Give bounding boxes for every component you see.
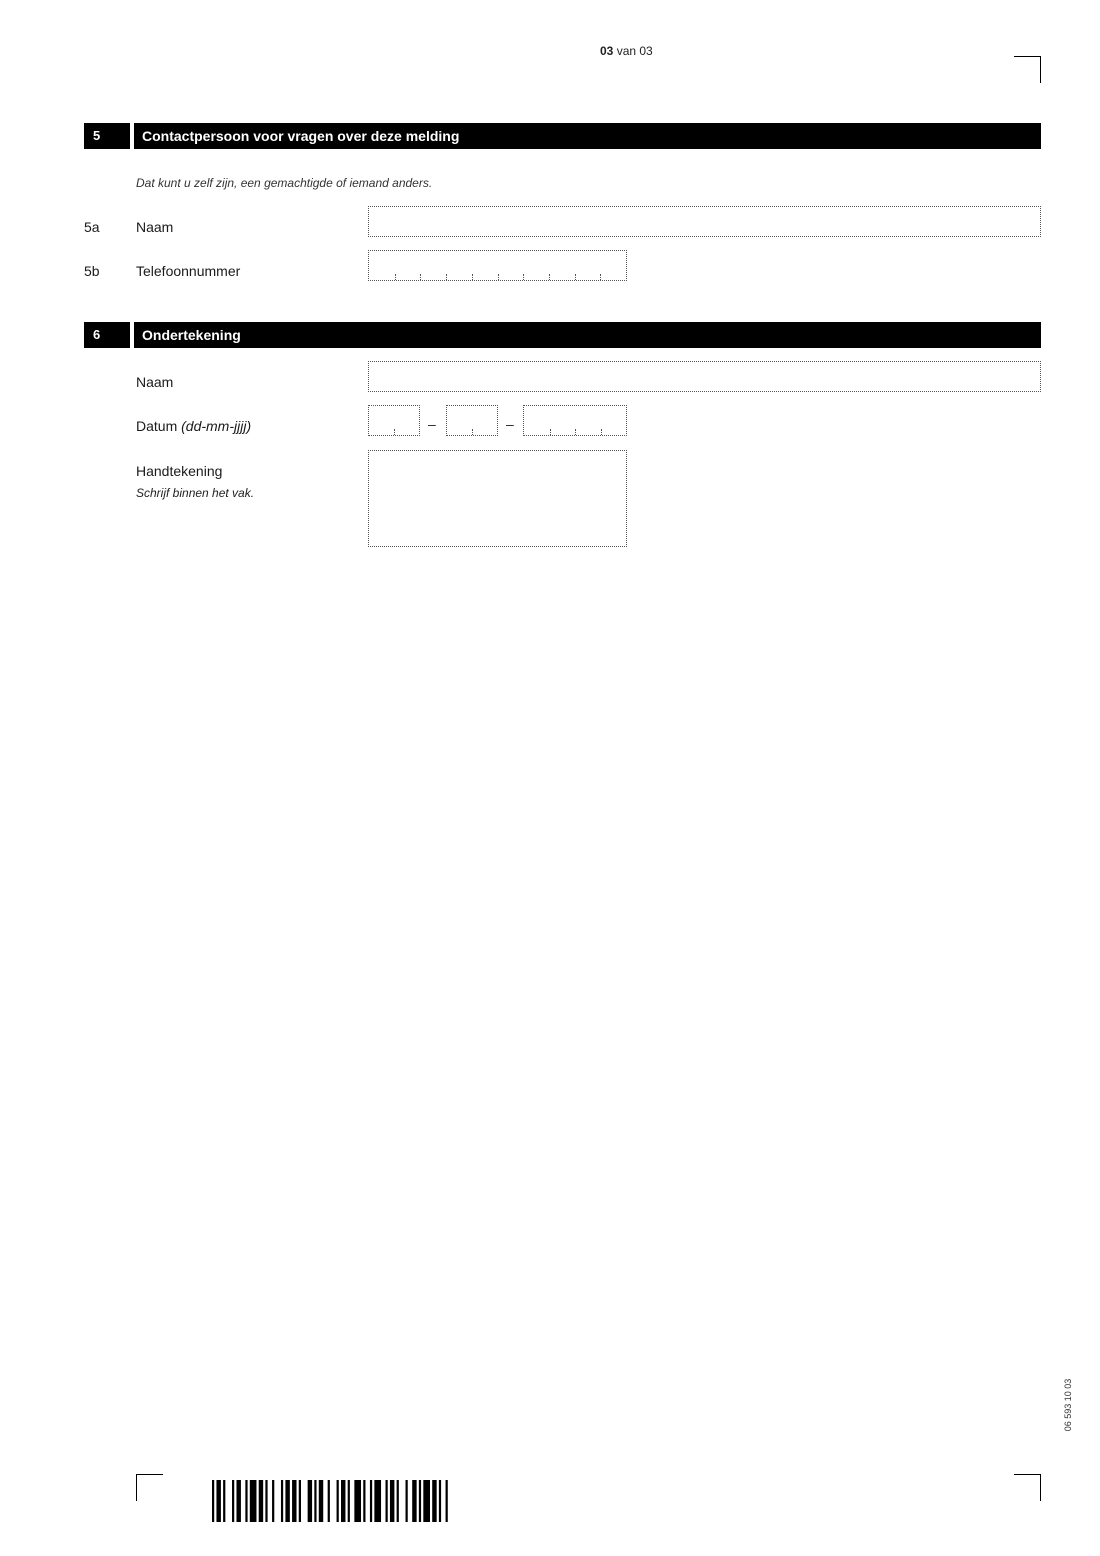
phone-number-field[interactable] (368, 250, 627, 281)
date-label-text: Datum (136, 418, 178, 434)
date-year-field[interactable] (523, 405, 627, 436)
section-5-number: 5 (84, 123, 130, 149)
question-5a-label: Naam (136, 219, 174, 235)
date-separator-2: – (506, 416, 514, 432)
signature-label: Handtekening (136, 463, 223, 479)
page-total: 03 (639, 44, 653, 58)
section-6-title: Ondertekening (134, 322, 1041, 348)
section-5-title: Contactpersoon voor vragen over deze melding (134, 123, 1041, 149)
date-format-hint: (dd-mm-jjjj) (181, 418, 252, 434)
signer-name-label: Naam (136, 374, 174, 390)
page-separator: van (613, 44, 640, 58)
page-current: 03 (600, 44, 614, 58)
signer-name-field[interactable] (368, 361, 1041, 392)
signature-box[interactable] (368, 450, 627, 547)
barcode-image (212, 1480, 450, 1522)
crop-mark-bottom-left (136, 1474, 163, 1501)
section-5-intro: Dat kunt u zelf zijn, een gemachtigde of iemand anders. (136, 176, 433, 190)
phone-digit-cells (369, 251, 626, 280)
section-6-number: 6 (84, 322, 130, 348)
form-code (1048, 1378, 1088, 1432)
question-5b-label: Telefoonnummer (136, 263, 241, 279)
crop-mark-top-right (1014, 56, 1041, 83)
date-label (136, 418, 251, 434)
contact-name-field[interactable] (368, 206, 1041, 237)
signature-hint: Schrijf binnen het vak. (136, 486, 255, 500)
form-code-text: 06 593 10 03 (1063, 1378, 1073, 1432)
question-5a-number: 5a (84, 219, 100, 235)
page-number (600, 44, 653, 58)
date-month-field[interactable] (446, 405, 498, 436)
date-separator-1: – (428, 416, 436, 432)
question-5b-number: 5b (84, 263, 100, 279)
crop-mark-bottom-right (1014, 1474, 1041, 1501)
date-day-field[interactable] (368, 405, 420, 436)
